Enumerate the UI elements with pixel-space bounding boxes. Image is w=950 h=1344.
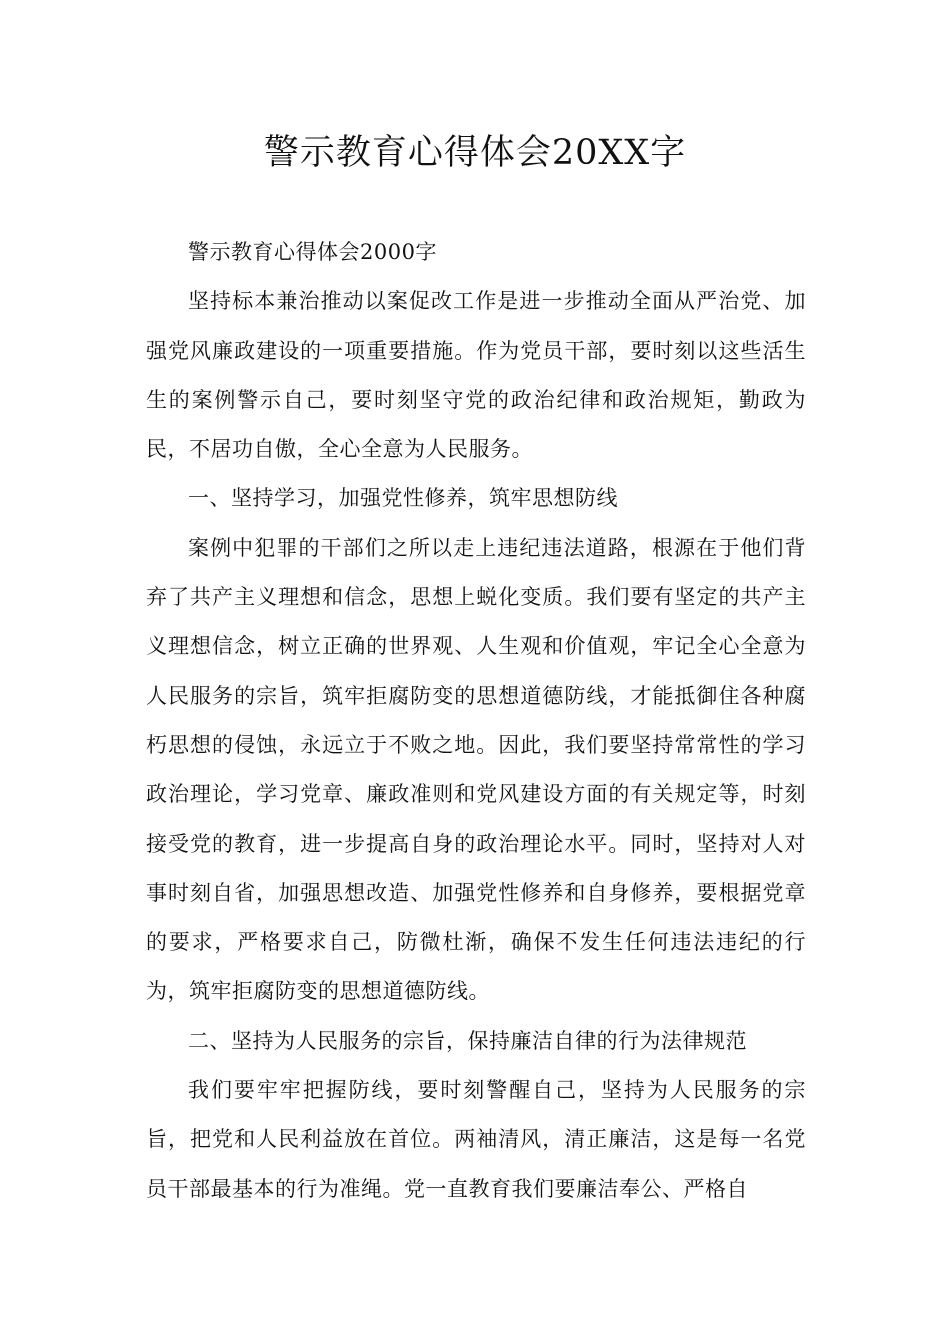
section-heading-1: 一、坚持学习，加强党性修养，筑牢思想防线 <box>188 486 618 511</box>
subtitle-paragraph: 警示教育心得体会2000字 <box>188 240 437 264</box>
section-heading-2: 二、坚持为人民服务的宗旨，保持廉洁自律的行为法律规范 <box>188 1028 747 1053</box>
section-2-paragraph: 我们要牢牢把握防线，要时刻警醒自己，坚持为人民服务的宗旨，把党和人民利益放在首位。两袖清风，清正廉洁，这是每一名党员干部最基本的行为准绳。党一直教育我们要廉洁奉公、严格自 <box>146 1078 806 1201</box>
document-title: 警示教育心得体会20XX字 <box>263 133 687 173</box>
section-1-paragraph: 案例中犯罪的干部们之所以走上违纪违法道路，根源在于他们背弃了共产主义理想和信念，思想上蜕化变质。我们要有坚定的共产主义理想信念，树立正确的世界观、人生观和价值观，牢记全心全意为人民服务的宗旨，筑牢拒腐防变的思想道德防线，才能抵御住各种腐朽思想的侵蚀，永远立于不败之地。因此，我们要坚持常常性的学习政治理论，学习党章、廉政准则和党风建设方面的有关规定等，时刻接受党的教育，进一步提高自身的政治理论水平。同时，坚持对人对事时刻自省，加强思想改造、加强党性修养和自身修养，要根据党章的要求，严格要求自己，防微杜渐，确保不发生任何违法违纪的行为，筑牢拒腐防变的思想道德防线。 <box>146 535 806 1004</box>
document-body <box>146 228 806 1214</box>
intro-paragraph: 坚持标本兼治推动以案促改工作是进一步推动全面从严治党、加强党风廉政建设的一项重要措施。作为党员干部，要时刻以这些活生生的案例警示自己，要时刻坚守党的政治纪律和政治规矩，勤政为民，不居功自傲，全心全意为人民服务。 <box>146 289 806 462</box>
